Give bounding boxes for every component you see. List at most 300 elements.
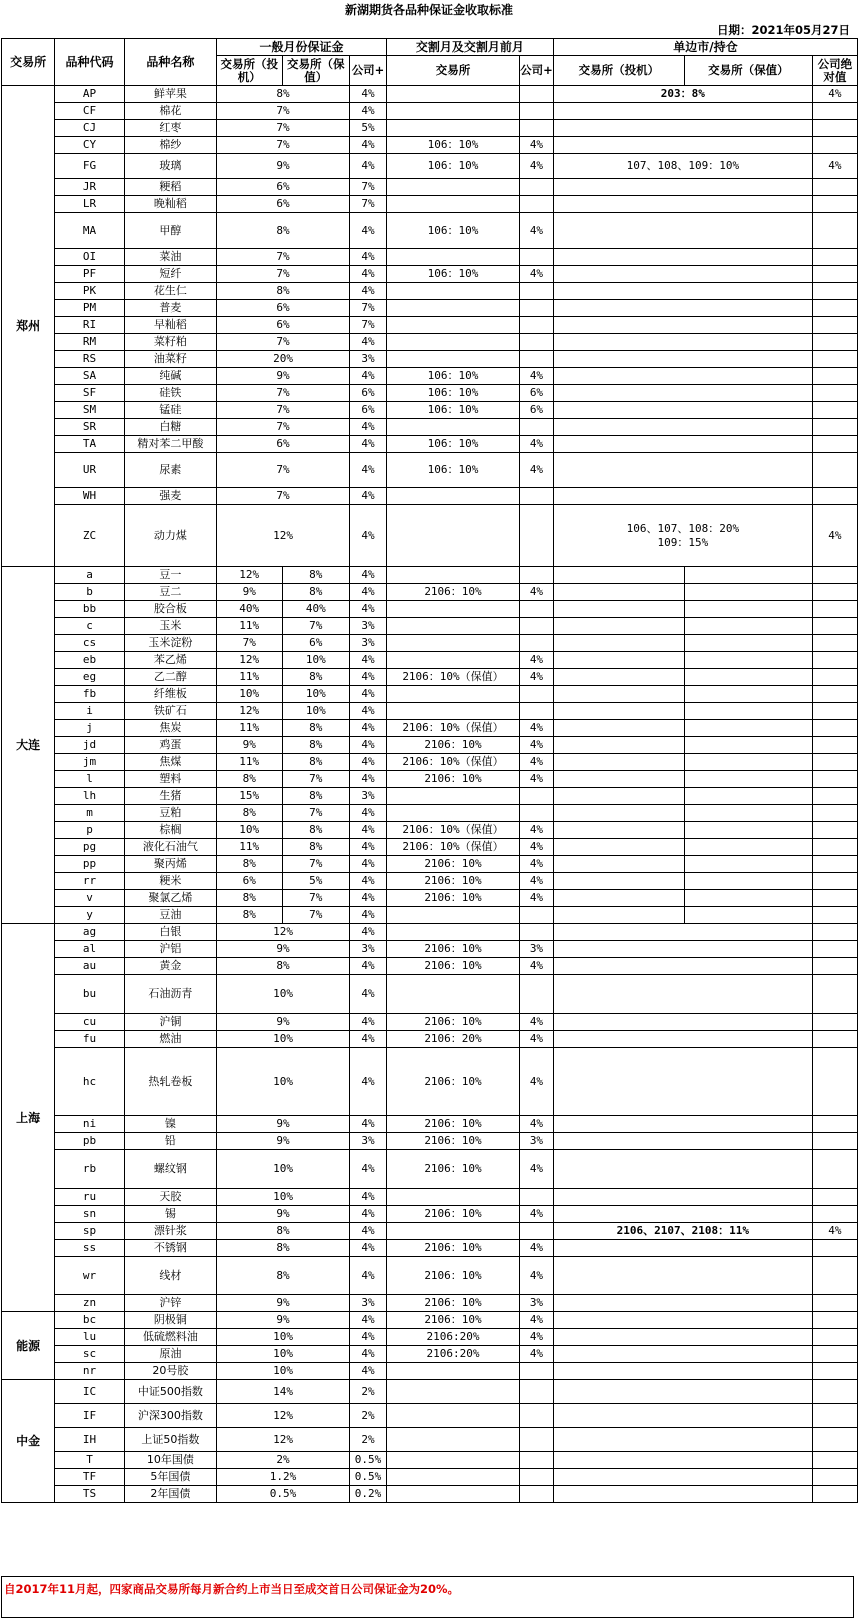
name-cell: 玉米 [124,618,216,635]
general-hedge-cell: 10% [282,652,350,669]
single-absolute-cell [812,351,857,368]
margin-table [1,38,858,1503]
single-absolute-cell [812,907,857,924]
header-company-plus: 公司+ [350,56,387,86]
single-side-cell [553,419,812,436]
code-cell: bc [55,1312,125,1329]
delivery-margin-cell [386,300,519,317]
single-absolute-cell [812,669,857,686]
header-delivery-company-plus: 公司+ [520,56,554,86]
name-cell: 玻璃 [124,154,216,179]
single-hedge-cell [684,822,812,839]
company-plus-cell: 4% [350,856,387,873]
delivery-company-cell: 4% [520,584,554,601]
single-side-cell [553,1363,812,1380]
header-exchange: 交易所 [2,39,55,86]
company-plus-cell: 4% [350,266,387,283]
delivery-company-cell: 4% [520,856,554,873]
delivery-margin-cell [386,635,519,652]
code-cell: TS [55,1486,125,1503]
general-speculation-cell: 12% [216,652,282,669]
delivery-margin-cell: 2106：10% [386,890,519,907]
name-cell: 白糖 [124,419,216,436]
header-name: 品种名称 [124,39,216,86]
single-side-cell [553,317,812,334]
delivery-margin-cell: 2106：10%（保值） [386,839,519,856]
single-absolute-cell [812,601,857,618]
general-hedge-cell: 7% [282,907,350,924]
single-absolute-cell [812,179,857,196]
company-plus-cell: 4% [350,436,387,453]
general-hedge-cell: 7% [282,856,350,873]
general-hedge-cell: 8% [282,584,350,601]
delivery-company-cell [520,975,554,1014]
delivery-margin-cell [386,652,519,669]
table-row [2,1312,858,1329]
delivery-company-cell [520,300,554,317]
delivery-margin-cell: 2106：10% [386,1312,519,1329]
code-cell: nr [55,1363,125,1380]
single-absolute-cell [812,300,857,317]
single-side-cell [553,941,812,958]
delivery-company-cell: 4% [520,1048,554,1116]
name-cell: 中证500指数 [124,1380,216,1404]
delivery-company-cell: 4% [520,1240,554,1257]
name-cell: 液化石油气 [124,839,216,856]
delivery-margin-cell [386,1469,519,1486]
table-row [2,196,858,213]
delivery-margin-cell [386,351,519,368]
general-speculation-cell: 9% [216,737,282,754]
footnote-text: 自2017年11月起，四家商品交易所每月新合约上市当日至成交首日公司保证金为20%。 [4,1582,460,1596]
delivery-margin-cell: 2106：10% [386,584,519,601]
delivery-company-cell [520,1380,554,1404]
code-cell: PK [55,283,125,300]
delivery-margin-cell [386,975,519,1014]
company-plus-cell: 4% [350,839,387,856]
general-hedge-cell: 10% [282,686,350,703]
code-cell: c [55,618,125,635]
delivery-company-cell [520,505,554,567]
table-row [2,402,858,419]
name-cell: 早籼稻 [124,317,216,334]
delivery-company-cell: 4% [520,754,554,771]
header-company-absolute: 公司绝对值 [812,56,857,86]
delivery-company-cell: 4% [520,822,554,839]
delivery-company-cell: 3% [520,1133,554,1150]
table-row [2,873,858,890]
delivery-margin-cell [386,283,519,300]
single-speculation-cell [553,652,684,669]
header-single-speculation: 交易所（投机） [553,56,684,86]
general-margin-cell: 1.2% [216,1469,349,1486]
single-absolute-cell [812,436,857,453]
delivery-margin-cell: 2106：10% [386,1206,519,1223]
single-absolute-cell [812,635,857,652]
name-cell: 白银 [124,924,216,941]
single-absolute-cell [812,1380,857,1404]
company-plus-cell: 3% [350,351,387,368]
general-speculation-cell: 11% [216,669,282,686]
single-side-cell [553,1346,812,1363]
name-cell: 2年国债 [124,1486,216,1503]
single-hedge-cell [684,754,812,771]
table-row [2,1150,858,1189]
code-cell: RM [55,334,125,351]
company-plus-cell: 6% [350,402,387,419]
single-hedge-cell [684,771,812,788]
general-margin-cell: 2% [216,1452,349,1469]
name-cell: 玉米淀粉 [124,635,216,652]
table-row [2,567,858,584]
name-cell: 鸡蛋 [124,737,216,754]
delivery-company-cell [520,1428,554,1452]
company-plus-cell: 4% [350,686,387,703]
general-margin-cell: 12% [216,1404,349,1428]
single-absolute-cell: 4% [812,505,857,567]
table-row [2,941,858,958]
single-side-cell [553,1486,812,1503]
company-plus-cell: 4% [350,103,387,120]
delivery-company-cell: 4% [520,737,554,754]
delivery-company-cell [520,488,554,505]
general-hedge-cell: 5% [282,873,350,890]
delivery-margin-cell [386,179,519,196]
delivery-margin-cell [386,86,519,103]
single-absolute-cell [812,1031,857,1048]
table-row [2,907,858,924]
code-cell: RS [55,351,125,368]
delivery-margin-cell [386,1428,519,1452]
single-absolute-cell [812,1189,857,1206]
general-margin-cell: 12% [216,924,349,941]
single-absolute-cell [812,103,857,120]
code-cell: j [55,720,125,737]
delivery-company-cell: 4% [520,1150,554,1189]
single-absolute-cell [812,1014,857,1031]
name-cell: 铅 [124,1133,216,1150]
table-row [2,975,858,1014]
single-side-cell [553,137,812,154]
code-cell: LR [55,196,125,213]
single-absolute-cell: 4% [812,86,857,103]
single-absolute-cell [812,1428,857,1452]
company-plus-cell: 4% [350,805,387,822]
code-cell: fb [55,686,125,703]
name-cell: 油菜籽 [124,351,216,368]
general-speculation-cell: 10% [216,686,282,703]
general-speculation-cell: 10% [216,822,282,839]
code-cell: OI [55,249,125,266]
general-hedge-cell: 6% [282,635,350,652]
code-cell: SF [55,385,125,402]
delivery-company-cell: 6% [520,402,554,419]
company-plus-cell: 3% [350,635,387,652]
delivery-margin-cell [386,924,519,941]
delivery-margin-cell: 2106:20% [386,1329,519,1346]
name-cell: 菜油 [124,249,216,266]
single-speculation-cell [553,805,684,822]
single-absolute-cell: 4% [812,154,857,179]
general-margin-cell: 7% [216,103,349,120]
general-hedge-cell: 8% [282,788,350,805]
code-cell: eb [55,652,125,669]
delivery-company-cell [520,179,554,196]
code-cell: rr [55,873,125,890]
company-plus-cell: 3% [350,941,387,958]
code-cell: bb [55,601,125,618]
delivery-margin-cell: 2106：10% [386,1133,519,1150]
single-side-cell [553,1469,812,1486]
general-speculation-cell: 8% [216,907,282,924]
name-cell: 原油 [124,1346,216,1363]
table-row [2,368,858,385]
name-cell: 沪深300指数 [124,1404,216,1428]
single-speculation-cell [553,567,684,584]
single-absolute-cell [812,334,857,351]
single-absolute-cell [812,453,857,488]
company-plus-cell: 7% [350,196,387,213]
company-plus-cell: 4% [350,1257,387,1295]
single-side-cell [553,958,812,975]
general-margin-cell: 6% [216,436,349,453]
single-absolute-cell [812,120,857,137]
single-absolute-cell [812,1312,857,1329]
single-speculation-cell [553,822,684,839]
delivery-margin-cell [386,907,519,924]
single-side-cell [553,179,812,196]
table-row [2,822,858,839]
general-speculation-cell: 11% [216,618,282,635]
name-cell: 豆一 [124,567,216,584]
code-cell: p [55,822,125,839]
delivery-company-cell: 4% [520,368,554,385]
single-absolute-cell [812,1363,857,1380]
general-margin-cell: 12% [216,505,349,567]
table-row [2,1380,858,1404]
single-hedge-cell [684,686,812,703]
single-speculation-cell [553,788,684,805]
single-absolute-cell [812,618,857,635]
delivery-margin-cell: 2106：10%（保值） [386,822,519,839]
table-row [2,1404,858,1428]
single-side-cell [553,1404,812,1428]
name-cell: 天胶 [124,1189,216,1206]
name-cell: 棉纱 [124,137,216,154]
company-plus-cell: 4% [350,567,387,584]
company-plus-cell: 4% [350,1346,387,1363]
general-hedge-cell: 8% [282,567,350,584]
code-cell: PF [55,266,125,283]
company-plus-cell: 6% [350,385,387,402]
code-cell: al [55,941,125,958]
general-speculation-cell: 7% [216,635,282,652]
single-absolute-cell [812,720,857,737]
company-plus-cell: 5% [350,120,387,137]
single-side-cell [553,300,812,317]
general-margin-cell: 10% [216,1329,349,1346]
company-plus-cell: 3% [350,1295,387,1312]
single-speculation-cell [553,890,684,907]
single-hedge-cell [684,890,812,907]
delivery-company-cell [520,924,554,941]
delivery-margin-cell: 2106：20% [386,1031,519,1048]
company-plus-cell: 2% [350,1428,387,1452]
company-plus-cell: 4% [350,137,387,154]
delivery-company-cell [520,618,554,635]
name-cell: 生猪 [124,788,216,805]
table-row [2,890,858,907]
single-side-cell [553,505,812,567]
table-row [2,317,858,334]
single-hedge-cell [684,788,812,805]
delivery-company-cell: 4% [520,1014,554,1031]
delivery-company-cell [520,1469,554,1486]
delivery-company-cell [520,1189,554,1206]
company-plus-cell: 4% [350,488,387,505]
general-hedge-cell: 10% [282,703,350,720]
table-row [2,856,858,873]
single-absolute-cell [812,213,857,249]
table-row [2,958,858,975]
company-plus-cell: 2% [350,1404,387,1428]
code-cell: v [55,890,125,907]
general-speculation-cell: 11% [216,720,282,737]
code-cell: PM [55,300,125,317]
code-cell: lh [55,788,125,805]
single-absolute-cell [812,1133,857,1150]
single-side-cell [553,1150,812,1189]
company-plus-cell: 4% [350,1206,387,1223]
company-plus-cell: 4% [350,873,387,890]
delivery-company-cell: 4% [520,266,554,283]
code-cell: rb [55,1150,125,1189]
code-cell: SA [55,368,125,385]
table-row [2,686,858,703]
delivery-margin-cell [386,334,519,351]
general-margin-cell: 10% [216,975,349,1014]
single-hedge-cell [684,703,812,720]
delivery-margin-cell: 2106：10% [386,1295,519,1312]
company-plus-cell: 4% [350,368,387,385]
general-margin-cell: 7% [216,488,349,505]
delivery-company-cell [520,317,554,334]
single-side-cell [553,1189,812,1206]
general-hedge-cell: 8% [282,669,350,686]
name-cell: 豆粕 [124,805,216,822]
table-row [2,453,858,488]
company-plus-cell: 4% [350,1329,387,1346]
name-cell: 尿素 [124,453,216,488]
single-absolute-cell [812,686,857,703]
single-speculation-cell [553,635,684,652]
delivery-company-cell: 3% [520,1295,554,1312]
name-cell: 普麦 [124,300,216,317]
general-speculation-cell: 6% [216,873,282,890]
company-plus-cell: 3% [350,618,387,635]
company-plus-cell: 3% [350,1133,387,1150]
general-margin-cell: 7% [216,249,349,266]
delivery-company-cell [520,86,554,103]
single-absolute-cell [812,788,857,805]
code-cell: ru [55,1189,125,1206]
delivery-margin-cell: 106：10% [386,453,519,488]
company-plus-cell: 4% [350,334,387,351]
code-cell: CY [55,137,125,154]
table-row [2,249,858,266]
delivery-margin-cell: 106：10% [386,385,519,402]
name-cell: 粳稻 [124,179,216,196]
delivery-margin-cell [386,1189,519,1206]
table-row [2,754,858,771]
name-cell: 菜籽粕 [124,334,216,351]
single-side-cell [553,1206,812,1223]
table-row [2,805,858,822]
single-side-cell [553,1329,812,1346]
company-plus-cell: 4% [350,283,387,300]
delivery-company-cell: 4% [520,154,554,179]
general-margin-cell: 6% [216,300,349,317]
single-absolute-cell [812,873,857,890]
table-row [2,351,858,368]
general-margin-cell: 9% [216,1295,349,1312]
delivery-margin-cell [386,196,519,213]
delivery-company-cell [520,1363,554,1380]
table-row [2,635,858,652]
name-cell: 精对苯二甲酸 [124,436,216,453]
single-absolute-cell [812,266,857,283]
delivery-company-cell: 3% [520,941,554,958]
general-margin-cell: 7% [216,120,349,137]
single-speculation-cell [553,771,684,788]
table-row [2,788,858,805]
code-cell: a [55,567,125,584]
table-body [2,86,858,1503]
code-cell: pp [55,856,125,873]
code-cell: CJ [55,120,125,137]
general-speculation-cell: 12% [216,703,282,720]
general-speculation-cell: 9% [216,584,282,601]
single-absolute-cell [812,890,857,907]
general-margin-cell: 12% [216,1428,349,1452]
general-speculation-cell: 15% [216,788,282,805]
delivery-company-cell: 4% [520,1116,554,1133]
code-cell: ZC [55,505,125,567]
code-cell: IC [55,1380,125,1404]
single-absolute-cell [812,958,857,975]
single-absolute-cell [812,402,857,419]
delivery-company-cell: 4% [520,137,554,154]
name-cell: 上证50指数 [124,1428,216,1452]
company-plus-cell: 4% [350,958,387,975]
single-hedge-cell [684,873,812,890]
delivery-company-cell: 4% [520,1312,554,1329]
table-row [2,1329,858,1346]
delivery-company-cell [520,283,554,300]
single-side-cell [553,249,812,266]
company-plus-cell: 4% [350,1048,387,1116]
single-absolute-cell [812,771,857,788]
company-plus-cell: 4% [350,249,387,266]
delivery-company-cell [520,103,554,120]
general-margin-cell: 8% [216,1223,349,1240]
general-margin-cell: 7% [216,453,349,488]
company-plus-cell: 4% [350,1014,387,1031]
delivery-margin-cell [386,686,519,703]
single-hedge-cell [684,839,812,856]
single-speculation-cell [553,686,684,703]
table-row [2,154,858,179]
